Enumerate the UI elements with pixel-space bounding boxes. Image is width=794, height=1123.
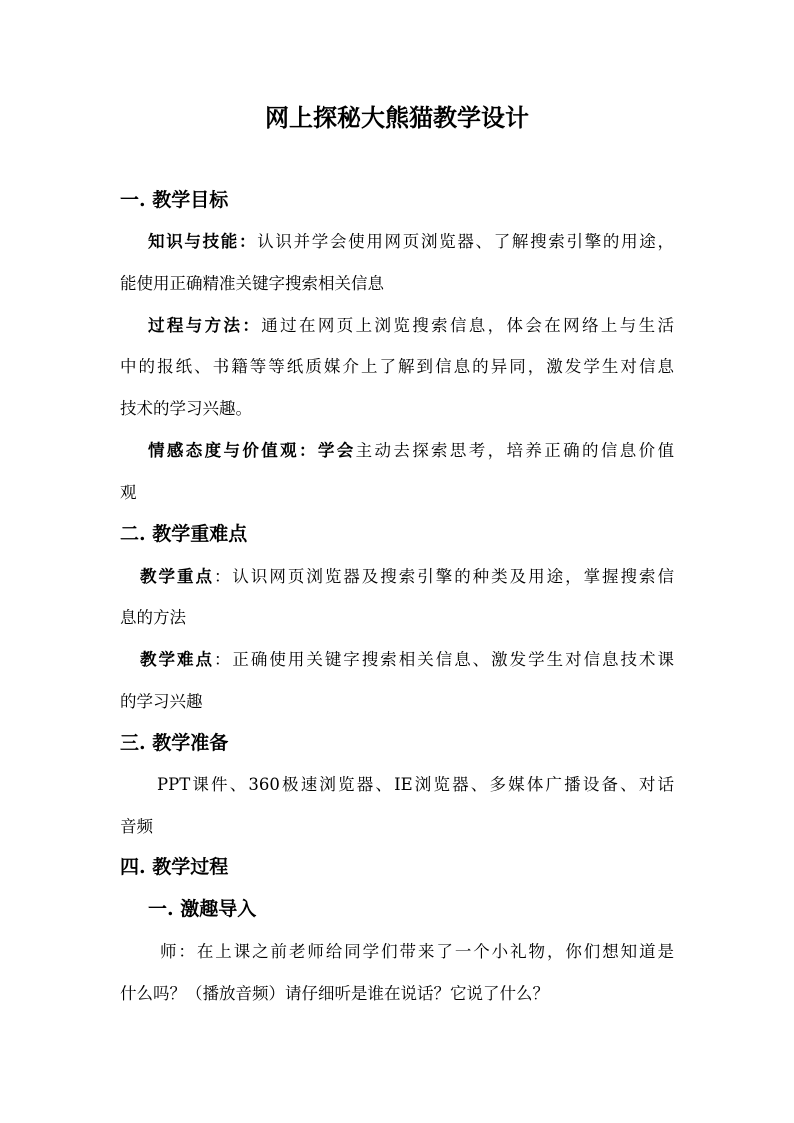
teaching-process-line-1: 师：在上课之前老师给同学们带来了一个小礼物，你们想知道是 xyxy=(160,942,674,961)
process-method-line-3: 技术的学习兴趣。 xyxy=(120,399,252,418)
section-heading-preparation: 三. 教学准备 xyxy=(120,732,229,754)
knowledge-skills-text-1: 认识并学会使用网页浏览器、了解搜索引擎的用途， xyxy=(257,232,675,251)
teaching-focus-line-1 xyxy=(140,565,674,589)
teaching-focus-line-2: 息的方法 xyxy=(120,608,186,627)
teaching-difficulty-line-2: 的学习兴趣 xyxy=(120,692,203,711)
teaching-focus-text-1: ：认识网页浏览器及搜索引擎的种类及用途，掌握搜索信 xyxy=(213,567,675,586)
emotion-values-label: 情感态度与价值观：学会 xyxy=(148,441,356,460)
section-heading-goals: 一. 教学目标 xyxy=(120,189,229,211)
knowledge-skills-label: 知识与技能： xyxy=(148,232,258,251)
knowledge-skills-line-2: 能使用正确精准关键字搜索相关信息 xyxy=(120,274,384,293)
process-method-line-1 xyxy=(148,314,674,338)
teaching-difficulty-text-1: ：正确使用关键字搜索相关信息、激发学生对信息技术课 xyxy=(213,650,675,669)
knowledge-skills-line-1 xyxy=(148,230,674,254)
preparation-line-1: PPT课件、360极速浏览器、IE浏览器、多媒体广播设备、对话 xyxy=(157,775,674,794)
preparation-line-2: 音频 xyxy=(120,817,153,836)
document-title: 网上探秘大熊猫教学设计 xyxy=(265,103,529,132)
sub-heading-warm-up: 一. 激趣导入 xyxy=(148,898,257,920)
process-method-line-2: 中的报纸、书籍等等纸质媒介上了解到信息的异同，激发学生对信息 xyxy=(120,357,674,376)
teaching-process-line-2: 什么吗？（播放音频）请仔细听是谁在说话？它说了什么？ xyxy=(120,984,549,1003)
teaching-difficulty-label: 教学难点 xyxy=(140,650,214,669)
section-heading-key-points: 二. 教学重难点 xyxy=(120,523,248,545)
emotion-values-line-1 xyxy=(148,439,674,463)
teaching-focus-label: 教学重点 xyxy=(140,567,214,586)
process-method-label: 过程与方法： xyxy=(148,316,262,335)
process-method-text-1: 通过在网页上浏览搜索信息，体会在网络上与生活 xyxy=(261,316,675,335)
emotion-values-text-1: 主动去探索思考，培养正确的信息价值 xyxy=(355,441,675,460)
teaching-difficulty-line-1 xyxy=(140,648,674,672)
section-heading-teaching-process: 四. 教学过程 xyxy=(120,856,229,878)
emotion-values-line-2: 观 xyxy=(120,483,137,502)
